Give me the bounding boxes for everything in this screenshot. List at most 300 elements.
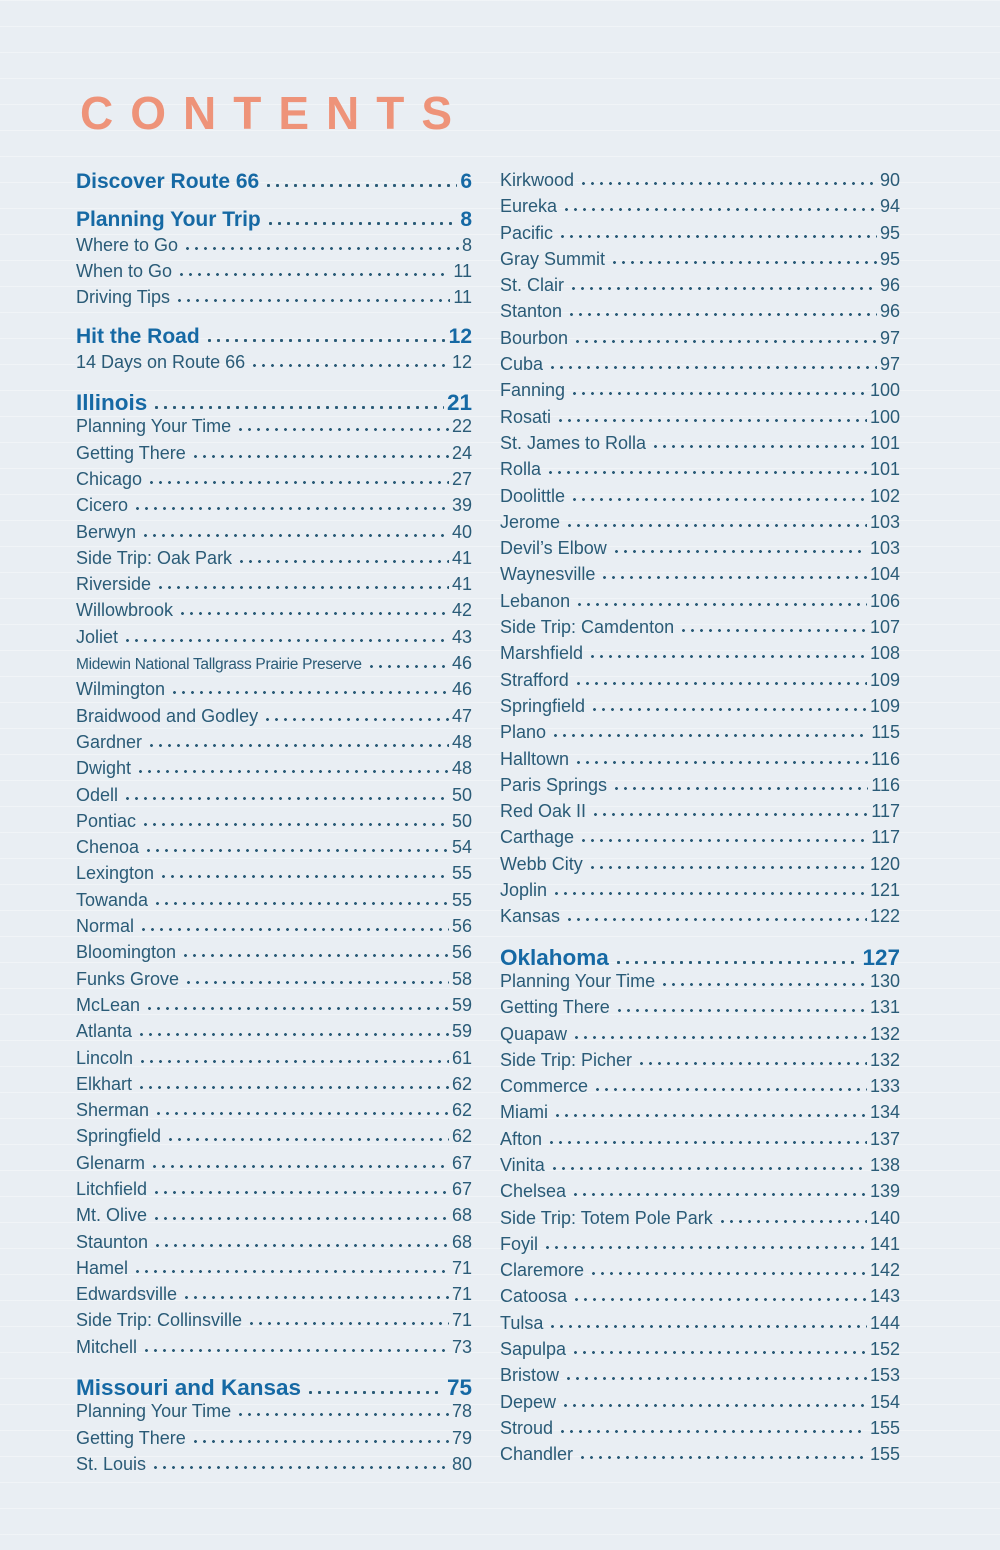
dot-leader <box>247 1321 449 1326</box>
toc-entry-label: Stanton <box>500 301 563 322</box>
toc-row <box>76 1375 472 1401</box>
toc-row <box>76 942 472 968</box>
toc-row <box>500 854 900 880</box>
toc-entry-page: 58 <box>451 968 472 989</box>
dot-leader <box>151 1465 449 1470</box>
toc-column-left <box>76 170 472 1480</box>
toc-entry-page: 139 <box>869 1181 900 1202</box>
toc-entry-label: Wilmington <box>76 679 166 700</box>
toc-entry-page: 109 <box>869 695 900 716</box>
toc-entry-label: Hit the Road <box>76 325 200 349</box>
toc-entry-page: 59 <box>451 994 472 1015</box>
toc-entry-label: Bloomington <box>76 942 177 963</box>
toc-row <box>500 1313 900 1339</box>
dot-leader <box>575 602 867 607</box>
dot-leader <box>570 497 867 502</box>
toc-entry-page: 22 <box>451 416 472 437</box>
toc-entry-label: Willowbrook <box>76 600 174 621</box>
toc-entry-page: 107 <box>869 617 900 638</box>
toc-entry-page: 117 <box>871 801 900 822</box>
toc-row <box>76 522 472 548</box>
toc-row <box>500 1076 900 1102</box>
toc-row <box>500 591 900 617</box>
dot-leader <box>205 338 446 343</box>
toc-row <box>76 969 472 995</box>
toc-row <box>76 1337 472 1363</box>
dot-leader <box>579 838 868 843</box>
dot-leader <box>236 427 449 432</box>
toc-row <box>500 223 900 249</box>
toc-entry-page: 47 <box>451 705 472 726</box>
toc-entry-page: 106 <box>869 590 900 611</box>
dot-leader <box>651 444 867 449</box>
toc-entry-label: Paris Springs <box>500 774 608 795</box>
toc-row <box>76 653 472 679</box>
toc-entry-label: Side Trip: Oak Park <box>76 547 233 568</box>
toc-row <box>76 469 472 495</box>
toc-entry-label: Chicago <box>76 468 143 489</box>
toc-row <box>500 538 900 564</box>
toc-entry-page: 133 <box>869 1076 900 1097</box>
toc-row <box>500 1260 900 1286</box>
toc-entry-label: St. Louis <box>76 1453 147 1474</box>
toc-entry-label: Illinois <box>76 390 148 416</box>
toc-entry-page: 132 <box>869 1049 900 1070</box>
toc-entry-label: Commerce <box>500 1076 589 1097</box>
toc-entry-label: Doolittle <box>500 485 566 506</box>
toc-entry-page: 40 <box>451 521 472 542</box>
dot-leader <box>543 1245 867 1250</box>
dot-leader <box>137 1085 449 1090</box>
toc-row <box>500 827 900 853</box>
toc-entry-label: Lexington <box>76 863 155 884</box>
toc-entry-label: Joliet <box>76 626 119 647</box>
toc-entry-page: 11 <box>453 260 472 281</box>
dot-leader <box>181 953 449 958</box>
toc-entry-page: 109 <box>869 669 900 690</box>
toc-row <box>76 837 472 863</box>
toc-entry-label: Stroud <box>500 1417 554 1438</box>
toc-entry-page: 152 <box>869 1339 900 1360</box>
toc-row <box>76 679 472 705</box>
toc-entry-label: Marshfield <box>500 643 584 664</box>
toc-entry-page: 24 <box>451 442 472 463</box>
toc-row <box>500 486 900 512</box>
toc-entry-label: Claremore <box>500 1260 585 1281</box>
toc-entry-label: Side Trip: Totem Pole Park <box>500 1207 713 1228</box>
toc-entry-page: 59 <box>451 1021 472 1042</box>
toc-entry-label: Plano <box>500 722 547 743</box>
dot-leader <box>590 707 867 712</box>
toc-entry-label: Afton <box>500 1128 543 1149</box>
toc-entry-page: 100 <box>869 406 900 427</box>
toc-entry-page: 115 <box>871 722 900 743</box>
toc-entry-label: Driving Tips <box>76 287 171 308</box>
toc-entry-label: Missouri and Kansas <box>76 1375 302 1401</box>
toc-row <box>76 627 472 653</box>
dot-leader <box>191 1439 449 1444</box>
toc-row <box>76 995 472 1021</box>
toc-row <box>500 722 900 748</box>
toc-row <box>76 548 472 574</box>
toc-entry-label: Carthage <box>500 827 575 848</box>
toc-row <box>500 328 900 354</box>
toc-row <box>76 443 472 469</box>
toc-entry-label: Mitchell <box>76 1336 138 1357</box>
toc-entry-page: 108 <box>869 643 900 664</box>
dot-leader <box>569 286 877 291</box>
toc-row <box>76 495 472 521</box>
toc-row <box>76 1074 472 1100</box>
toc-entry-page: 103 <box>869 538 900 559</box>
toc-entry-page: 101 <box>869 459 900 480</box>
toc-row <box>500 354 900 380</box>
toc-entry-label: Oklahoma <box>500 944 609 970</box>
dot-leader <box>133 506 449 511</box>
toc-entry-label: Chelsea <box>500 1181 567 1202</box>
dot-leader <box>142 1348 449 1353</box>
toc-entry-label: Eureka <box>500 196 558 217</box>
dot-leader <box>589 1271 867 1276</box>
toc-entry-page: 127 <box>862 944 900 970</box>
toc-row <box>76 1284 472 1310</box>
toc-entry-label: Cicero <box>76 495 129 516</box>
toc-row <box>76 1310 472 1336</box>
toc-entry-label: Pontiac <box>76 810 137 831</box>
dot-leader <box>637 1061 867 1066</box>
toc-entry-page: 79 <box>451 1427 472 1448</box>
toc-entry-page: 73 <box>451 1336 472 1357</box>
toc-entry-label: Strafford <box>500 669 569 690</box>
toc-entry-label: When to Go <box>76 260 173 281</box>
dot-leader <box>147 480 449 485</box>
dot-leader <box>156 585 449 590</box>
toc-row <box>76 706 472 732</box>
dot-leader <box>610 260 877 265</box>
dot-leader <box>588 654 867 659</box>
toc-entry-page: 95 <box>879 222 900 243</box>
toc-entry-label: Bristow <box>500 1365 560 1386</box>
toc-row <box>500 1155 900 1181</box>
toc-row <box>500 1234 900 1260</box>
dot-leader <box>548 1324 867 1329</box>
toc-row <box>76 352 472 378</box>
toc-entry-page: 141 <box>869 1233 900 1254</box>
toc-entry-page: 12 <box>448 325 472 349</box>
toc-entry-label: Halltown <box>500 748 570 769</box>
toc-entry-page: 144 <box>869 1312 900 1333</box>
toc-entry-page: 46 <box>451 653 472 674</box>
toc-entry-label: Springfield <box>76 1126 162 1147</box>
dot-leader <box>152 1190 449 1195</box>
toc-row <box>76 416 472 442</box>
toc-entry-label: Kansas <box>500 906 561 927</box>
dot-leader <box>593 1087 867 1092</box>
toc-row <box>76 574 472 600</box>
dot-leader <box>574 760 868 765</box>
dot-leader <box>553 1113 867 1118</box>
dot-leader <box>153 1243 449 1248</box>
toc-entry-page: 142 <box>869 1260 900 1281</box>
toc-row <box>500 1339 900 1365</box>
toc-row <box>500 945 900 971</box>
toc-entry-page: 101 <box>869 432 900 453</box>
toc-row <box>500 696 900 722</box>
dot-leader <box>571 1350 867 1355</box>
dot-leader <box>573 339 877 344</box>
toc-row <box>500 512 900 538</box>
toc-entry-page: 97 <box>879 327 900 348</box>
toc-entry-page: 21 <box>446 390 472 416</box>
toc-row <box>500 1444 900 1470</box>
toc-entry-label: Riverside <box>76 574 152 595</box>
toc-row <box>76 785 472 811</box>
toc-entry-page: 62 <box>451 1126 472 1147</box>
dot-leader <box>133 1269 449 1274</box>
dot-leader <box>170 690 449 695</box>
dot-leader <box>551 733 868 738</box>
dot-leader <box>614 960 860 965</box>
toc-entry-label: Gray Summit <box>500 248 606 269</box>
toc-row <box>500 997 900 1023</box>
toc-entry-label: St. Clair <box>500 275 565 296</box>
toc-entry-page: 54 <box>451 837 472 858</box>
toc-entry-label: St. James to Rolla <box>500 432 647 453</box>
toc-row <box>76 732 472 758</box>
toc-entry-page: 96 <box>879 275 900 296</box>
toc-entry-page: 78 <box>451 1401 472 1422</box>
toc-row <box>76 1126 472 1152</box>
toc-entry-page: 8 <box>460 208 472 232</box>
dot-leader <box>191 454 449 459</box>
dot-leader <box>570 391 867 396</box>
toc-entry-page: 95 <box>879 248 900 269</box>
toc-entry-page: 134 <box>869 1102 900 1123</box>
toc-row <box>500 1418 900 1444</box>
dot-leader <box>612 786 868 791</box>
toc-entry-label: Midewin National Tallgrass Prairie Preserve <box>76 656 362 674</box>
dot-leader <box>123 638 449 643</box>
toc-entry-label: Bourbon <box>500 327 569 348</box>
toc-row <box>500 617 900 643</box>
dot-leader <box>612 549 867 554</box>
toc-entry-page: 8 <box>461 234 472 255</box>
dot-leader <box>264 183 457 188</box>
toc-entry-label: Webb City <box>500 853 583 874</box>
toc-row <box>76 325 472 351</box>
dot-leader <box>175 298 450 303</box>
toc-entry-page: 56 <box>451 916 472 937</box>
dot-leader <box>588 865 867 870</box>
toc-row <box>76 208 472 234</box>
toc-row <box>76 261 472 287</box>
toc-entry-page: 94 <box>879 196 900 217</box>
toc-row <box>500 1286 900 1312</box>
toc-row <box>76 235 472 261</box>
toc-entry-label: Side Trip: Picher <box>500 1049 633 1070</box>
dot-leader <box>123 796 449 801</box>
dot-leader <box>138 1059 449 1064</box>
toc-entry-page: 62 <box>451 1073 472 1094</box>
toc-row <box>500 249 900 275</box>
toc-entry-page: 39 <box>451 495 472 516</box>
toc-row <box>76 758 472 784</box>
page-title: CONTENTS <box>80 87 469 139</box>
toc-entry-page: 103 <box>869 511 900 532</box>
dot-leader <box>263 717 449 722</box>
toc-row <box>76 1258 472 1284</box>
toc-entry-label: Quapaw <box>500 1023 568 1044</box>
toc-entry-page: 43 <box>451 626 472 647</box>
toc-entry-label: Depew <box>500 1391 557 1412</box>
dot-leader <box>159 874 449 879</box>
toc-entry-label: Red Oak II <box>500 801 587 822</box>
toc-entry-page: 97 <box>879 354 900 375</box>
toc-entry-page: 154 <box>869 1391 900 1412</box>
dot-leader <box>137 1032 449 1037</box>
dot-leader <box>572 1035 867 1040</box>
toc-row <box>76 1454 472 1480</box>
toc-row <box>76 1100 472 1126</box>
dot-leader <box>153 901 449 906</box>
toc-row <box>500 1365 900 1391</box>
toc-entry-label: Where to Go <box>76 234 179 255</box>
toc-entry-label: Getting There <box>76 442 186 463</box>
toc-entry-page: 41 <box>451 547 472 568</box>
toc-entry-page: 67 <box>451 1152 472 1173</box>
dot-leader <box>660 982 867 987</box>
dot-leader <box>177 272 450 277</box>
toc-entry-label: Catoosa <box>500 1286 568 1307</box>
toc-row <box>500 880 900 906</box>
toc-entry-page: 71 <box>451 1257 472 1278</box>
toc-row <box>500 170 900 196</box>
toc-entry-label: Discover Route 66 <box>76 170 260 193</box>
dot-leader <box>178 611 449 616</box>
dot-leader <box>152 405 444 410</box>
dot-leader <box>306 1390 444 1395</box>
dot-leader <box>154 1111 449 1116</box>
toc-row <box>76 170 472 196</box>
toc-row <box>500 564 900 590</box>
toc-entry-label: Funks Grove <box>76 968 180 989</box>
toc-entry-page: 90 <box>879 170 900 190</box>
dot-leader <box>615 1008 867 1013</box>
toc-row <box>500 749 900 775</box>
toc-entry-page: 137 <box>869 1128 900 1149</box>
toc-entry-page: 153 <box>869 1365 900 1386</box>
toc-entry-page: 71 <box>451 1284 472 1305</box>
toc-entry-label: Rosati <box>500 406 552 427</box>
dot-leader <box>558 1429 867 1434</box>
dot-leader <box>574 681 867 686</box>
toc-entry-page: 140 <box>869 1207 900 1228</box>
toc-entry-label: Chandler <box>500 1444 574 1465</box>
toc-entry-page: 68 <box>451 1205 472 1226</box>
toc-row <box>500 1102 900 1128</box>
toc-entry-label: Vinita <box>500 1154 545 1175</box>
toc-column-right <box>500 170 900 1471</box>
dot-leader <box>591 812 868 817</box>
toc-entry-label: Normal <box>76 916 135 937</box>
toc-row <box>500 301 900 327</box>
dot-leader <box>236 1412 449 1417</box>
dot-leader <box>367 664 449 669</box>
toc-entry-label: Jerome <box>500 511 561 532</box>
dot-leader <box>150 1164 449 1169</box>
toc-entry-page: 102 <box>869 485 900 506</box>
toc-entry-page: 6 <box>460 170 472 193</box>
toc-row <box>500 801 900 827</box>
toc-row <box>76 811 472 837</box>
toc-row <box>500 971 900 997</box>
toc-entry-label: Tulsa <box>500 1312 544 1333</box>
toc-entry-label: Odell <box>76 784 119 805</box>
toc-entry-label: Atlanta <box>76 1021 133 1042</box>
toc-row <box>76 1205 472 1231</box>
toc-row <box>76 1153 472 1179</box>
toc-entry-label: Sherman <box>76 1100 150 1121</box>
dot-leader <box>141 822 449 827</box>
toc-entry-label: Foyil <box>500 1233 539 1254</box>
toc-entry-page: 50 <box>451 784 472 805</box>
dot-leader <box>562 207 877 212</box>
dot-leader <box>565 917 867 922</box>
toc-row <box>500 906 900 932</box>
toc-row <box>500 1129 900 1155</box>
toc-entry-label: Berwyn <box>76 521 137 542</box>
toc-entry-page: 71 <box>451 1310 472 1331</box>
toc-row <box>76 1179 472 1205</box>
toc-entry-page: 138 <box>869 1154 900 1175</box>
toc-entry-page: 104 <box>869 564 900 585</box>
toc-entry-page: 116 <box>871 774 900 795</box>
dot-leader <box>141 533 449 538</box>
toc-entry-label: Litchfield <box>76 1178 148 1199</box>
toc-entry-page: 12 <box>451 351 472 372</box>
toc-row <box>500 1181 900 1207</box>
dot-leader <box>182 1295 449 1300</box>
toc-row <box>500 407 900 433</box>
toc-entry-label: Rolla <box>500 459 542 480</box>
toc-entry-label: Chenoa <box>76 837 140 858</box>
dot-leader <box>571 1192 867 1197</box>
toc-entry-label: Pacific <box>500 222 554 243</box>
toc-row <box>500 1050 900 1076</box>
toc-entry-page: 56 <box>451 942 472 963</box>
toc-row <box>500 433 900 459</box>
dot-leader <box>718 1219 867 1224</box>
dot-leader <box>546 470 867 475</box>
toc-entry-label: Edwardsville <box>76 1284 178 1305</box>
toc-entry-page: 62 <box>451 1100 472 1121</box>
dot-leader <box>561 1403 867 1408</box>
toc-entry-label: Joplin <box>500 880 548 901</box>
toc-row <box>76 890 472 916</box>
toc-entry-label: Sapulpa <box>500 1339 567 1360</box>
toc-entry-label: Getting There <box>76 1427 186 1448</box>
toc-entry-page: 46 <box>451 679 472 700</box>
dot-leader <box>565 523 867 528</box>
toc-row <box>76 916 472 942</box>
toc-entry-label: Getting There <box>500 997 610 1018</box>
toc-entry-label: Side Trip: Collinsville <box>76 1310 243 1331</box>
toc-entry-page: 67 <box>451 1178 472 1199</box>
dot-leader <box>578 1455 867 1460</box>
dot-leader <box>166 1137 449 1142</box>
dot-leader <box>548 365 877 370</box>
toc-row <box>500 196 900 222</box>
